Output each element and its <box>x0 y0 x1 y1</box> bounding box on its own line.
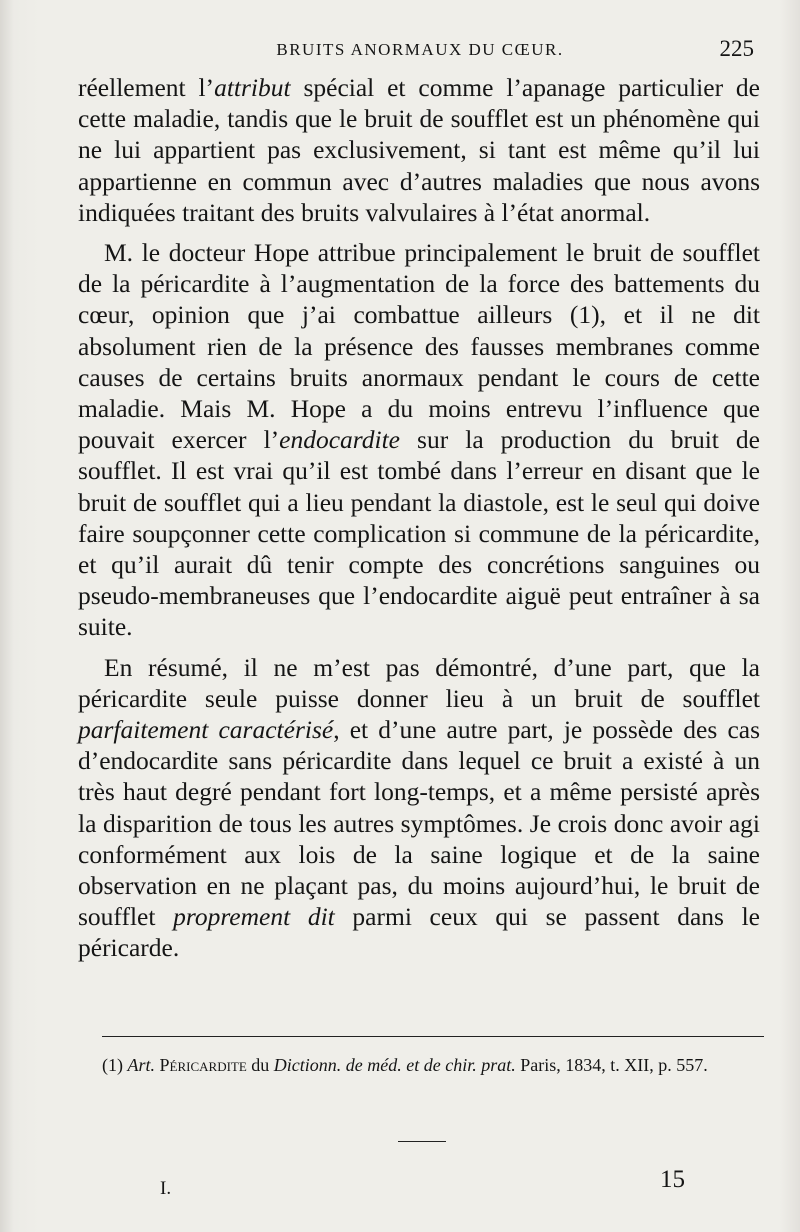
text-run: Paris, 1834, t. XII, p. 557. <box>515 1055 708 1075</box>
running-head <box>78 36 762 66</box>
footnote-divider <box>102 1036 764 1037</box>
text-run: En résumé, il ne m’est pas démontré, d’une part, que la péricardite seule puisse donner lieu à un bruit de soufflet <box>78 652 760 713</box>
text-run: spécial et comme l’apanage particulier de cette maladie, tandis que le bruit de soufflet est un phénomène qui ne lui appartient pas exclusivement, si tant est même qu’il lui appartienne en commun avec d’autres maladies que nous avons indiquées traitant des bruits valvulaires à l’état anormal. <box>78 73 761 227</box>
text-run: M. le docteur Hope attribue principalement le bruit de soufflet de la péricardite à l’augmentation de la force des battements du cœur, opinion que j’ai combattue ailleurs (1), et il ne dit absolument rien de la présence des fausses membranes comme causes de certains bruits anormaux pendant le cours de cette maladie. Mais M. Hope a du moins entrevu l’influence que pouvait exercer l’ <box>78 238 760 455</box>
body-text <box>78 72 760 973</box>
paragraph <box>78 237 760 643</box>
footnote <box>102 1052 764 1079</box>
volume-signature: I. <box>160 1178 172 1199</box>
text-run: , et d’une autre part, je possède des cas d’endocardite sans péricardite dans lequel ce bruit a existé à un très haut degré pendant fort long-temps, et a même persisté après la disparition de tous les autres symptômes. Je crois donc avoir agi conformément aux lois de la saine logique et de la saine observation en ne plaçant pas, du moins aujourd’hui, le bruit de soufflet <box>78 715 761 932</box>
italic-run: Dictionn. de méd. et de chir. prat. <box>273 1055 516 1075</box>
text-run: du <box>246 1055 274 1075</box>
footnote-marker: (1) <box>102 1055 128 1075</box>
text-run: parmi ceux qui se passent dans le péricarde. <box>78 902 761 963</box>
italic-run: parfaitement caractérisé <box>78 715 334 745</box>
italic-run: proprement dit <box>173 902 335 932</box>
paragraph <box>78 652 760 964</box>
page-number: 225 <box>719 36 754 61</box>
text-run: sur la production du bruit de soufflet. Il est vrai qu’il est tombé dans l’erreur en disant que le bruit de soufflet qui a lieu pendant la diastole, est le seul qui doive faire soupçonner cette complication si commune de la péricardite, et qu’il aurait dû tenir compte des concrétions sanguines ou pseudo-membraneuses que l’endocardite aiguë peut entraîner à sa suite. <box>78 425 760 642</box>
text-run: réellement l’ <box>78 73 215 102</box>
italic-run: endocardite <box>279 425 400 455</box>
italic-run: attribut <box>214 73 291 102</box>
paragraph <box>78 72 760 228</box>
small-caps-run: Péricardite <box>155 1055 247 1075</box>
short-divider <box>398 1141 446 1142</box>
running-head-title: BRUITS ANORMAUX DU CŒUR. <box>276 40 564 59</box>
italic-run: Art. <box>127 1055 156 1075</box>
gathering-signature: 15 <box>660 1166 685 1193</box>
